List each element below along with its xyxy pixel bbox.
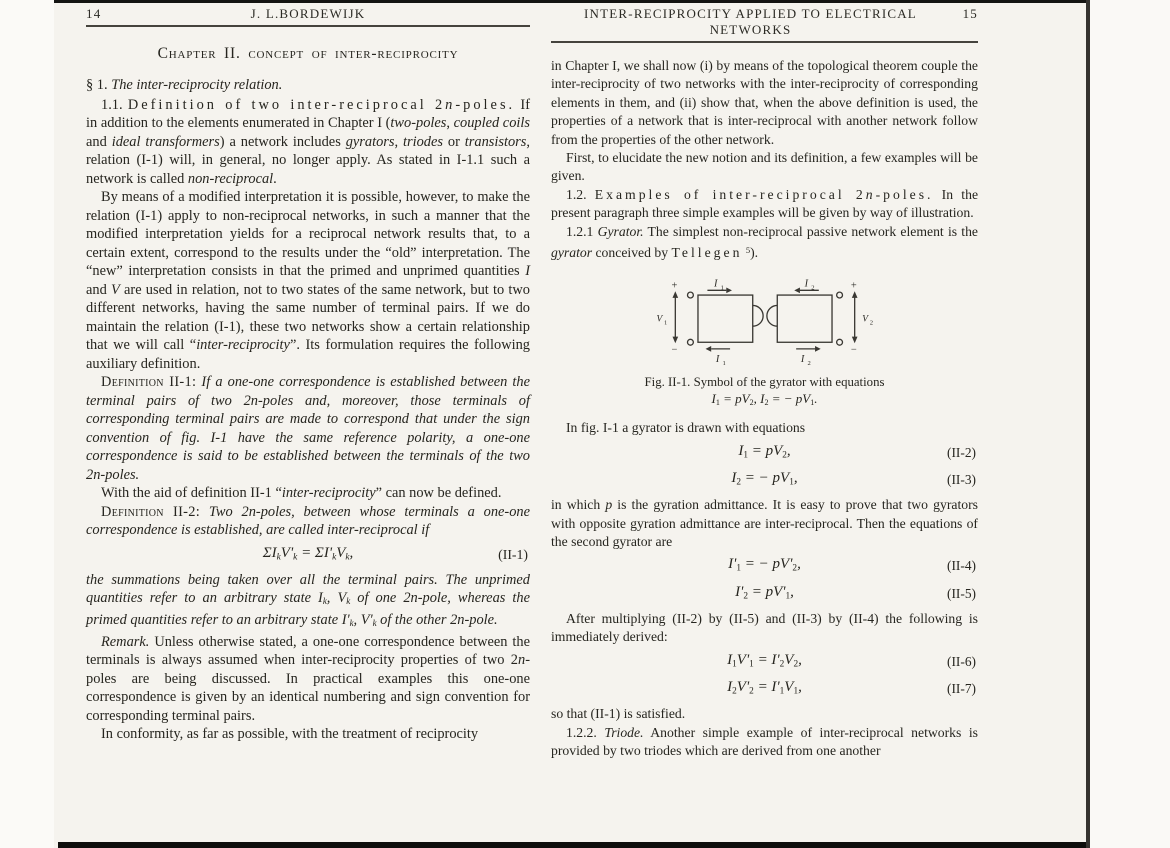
arrowhead-up [672, 291, 678, 298]
polarity-minus-right: − [850, 344, 857, 356]
equation-ii-7-formula: $I_2V'_2 = I'_1V_1$, [727, 679, 802, 697]
polarity-plus-right: + [850, 280, 857, 292]
gyrator-box-left [697, 295, 752, 342]
figure-caption-line1: Fig. II-1. Symbol of the gyrator with equations [644, 375, 885, 390]
arrowhead-right [815, 346, 821, 352]
equation-ii-4-row [551, 553, 978, 608]
voltage-label-v2: V [861, 314, 868, 325]
current-label-i2-top: I [804, 278, 808, 290]
terminal-circle-top-right [836, 292, 842, 298]
current-label-i2-top-sub: 2 [810, 284, 815, 292]
equation-ii-5 [551, 581, 978, 608]
left-running-head [86, 6, 530, 27]
scan-top-edge [54, 0, 1090, 3]
paragraph-in-fig: In fig. I-1 a gyrator is drawn with equations [566, 420, 806, 436]
voltage-label-v1-sub: 1 [663, 319, 667, 327]
gyrator-symbol-diagram [647, 276, 883, 367]
definition-ii-1: Definition II-1: If a one-one correspondence is established between the terminal pairs of two 2n-poles and, moreover, those terminals of corresponding terminal pairs are made to correspond that under the sign convention of fig. I-1 have the same reference polarity, a one-one correspondence is said to be established between the terminals of the two 2n-poles. [86, 374, 530, 483]
paragraph-in-which: in which p is the gyration admittance. It is easy to prove that two gyrators with opposite gyration admittance are inter-reciprocal. Then the equations of the second gyrator are [551, 497, 978, 549]
equation-ii-3-formula: $I_2$ = − $pV_1$, [731, 469, 798, 488]
paragraph-examples-heading: 1.2. Examples of inter-reciprocal 2n-poles. In the present paragraph three simple examples will be given by way of illustration. [551, 186, 979, 221]
equation-ii-2-label: (II-2) [947, 444, 976, 460]
equation-ii-5-label: (II-5) [947, 585, 976, 601]
paragraph-definition-intro: 1.1. Definition of two inter-reciprocal 2n-poles. If in addition to the elements enumerated in Chapter I (two-poles, coupled coils and ideal transformers) a network includes gyrators, triodes or transistors, relation (I-1) will, in general, no longer apply. As stated in I-1.1 such a network is called non-reciprocal. [86, 96, 530, 187]
equation-ii-2-row [551, 440, 978, 495]
right-running-title: INTER-RECIPROCITY APPLIED TO ELECTRICAL NETWORKS [584, 6, 917, 37]
left-running-title: J. L.BORDEWIJK [250, 6, 366, 21]
voltage-label-v1: V [655, 314, 662, 325]
gyrator-box-right [777, 295, 832, 342]
current-label-i2-bottom: I [800, 353, 804, 365]
gyrator-figure [551, 276, 978, 411]
gyrator-bump-right [766, 305, 776, 326]
terminal-circle-bottom-right [836, 339, 842, 345]
section-heading: § 1. The inter-reciprocity relation. [86, 77, 283, 93]
scan-left-margin [0, 0, 54, 848]
equation-ii-1-formula: $\Sigma I_kV'_k = \Sigma I'_kV_k$, [262, 544, 354, 562]
right-page-number: 15 [962, 6, 978, 21]
arrowhead-right [726, 287, 732, 293]
equation-ii-2-formula: $I_1 = pV_2$, [738, 442, 791, 460]
paragraph-modified-interpretation: By means of a modified interpretation it is possible, however, to make the relation (I-1) apply to non-reciprocal networks, in such a manner that the modified interpretation yields for a reciprocal network results that, to a certain extent, correspond to the results under the “old” interpretation. The “new” interpretation consists in that the primed and unprimed quantities I and V are used in relation, not to two states of the same network, but to two different networks, having the same number of terminal pairs. If we do maintain the relation (I-1), these two networks show a certain relationship that we will call “inter-reciprocity”. Its formulation requires the following auxiliary definition. [86, 189, 530, 372]
arrowhead-left [794, 287, 800, 293]
left-page [86, 6, 530, 744]
right-running-head [551, 6, 978, 43]
paragraph-after-multiplying: After multiplying (II-2) by (II-5) and (II-3) by (II-4) the following is immediately derived: [551, 610, 978, 645]
equation-ii-6-row [551, 649, 978, 704]
equation-ii-3 [551, 467, 978, 494]
left-page-number: 14 [86, 6, 102, 21]
equation-ii-7-label: (II-7) [947, 681, 976, 697]
paragraph-triode-intro: 1.2.2. Triode. Another simple example of inter-reciprocal networks is provided by two triodes which are derived from one another [551, 724, 979, 759]
equation-ii-1-row [86, 542, 530, 569]
definition-ii-2: Definition II-2: Two 2n-poles, between whose terminals a one-one correspondence is established, are called inter-reciprocal if [86, 503, 530, 538]
arrowhead-down [851, 336, 857, 343]
paragraph-summations: the summations being taken over all the terminal pairs. The unprimed quantities refer to an arbitrary state $I_k$, $V_k$ of one 2n-pole, whereas the primed quantities refer to an arbitrary state $I'_k$, $V'_k$ of the other 2n-pole. [86, 571, 530, 629]
terminal-circle-bottom-left [687, 339, 693, 345]
equation-ii-1-label: (II-1) [498, 546, 528, 562]
paragraph-gyrator-intro: 1.2.1 Gyrator. The simplest non-reciprocal passive network element is the gyrator conceived by Tellegen $^5$). [551, 223, 978, 261]
equation-ii-2 [551, 440, 978, 467]
gyrator-bump-left [752, 305, 762, 326]
polarity-minus-left: − [671, 344, 677, 356]
polarity-plus-left: + [671, 280, 677, 292]
equation-ii-5-formula: $I'_2 = pV'_1$, [735, 583, 794, 601]
figure-caption [551, 374, 978, 411]
arrowhead-up [851, 291, 857, 298]
right-page-body [551, 57, 978, 761]
current-label-i1-bottom: I [715, 353, 719, 365]
right-page [551, 6, 978, 761]
chapter-heading: Chapter II. concept of inter-reciprocity [157, 45, 459, 62]
underlying-page-edge [1090, 0, 1170, 848]
figure-caption-line2: $I_1 = pV_2$, $I_2$ = − $pV_1$. [711, 390, 818, 407]
equation-ii-6 [551, 649, 978, 676]
equation-ii-4-formula: $I'_1$ = − $pV'_2$, [728, 556, 801, 574]
paragraph-remark: Remark. Unless otherwise stated, a one-one correspondence between the terminals is always assumed when inter-reciprocity properties of two 2n-poles are being discussed. In practical examples this one-one correspondence is given by an identical numbering and sign convention for corresponding terminal pairs. [86, 633, 530, 724]
equation-ii-6-label: (II-6) [947, 653, 976, 669]
current-label-i1-bottom-sub: 1 [722, 359, 726, 367]
equation-ii-6-formula: $I_1V'_1 = I'_2V_2$, [727, 651, 802, 670]
left-page-body [86, 76, 530, 744]
arrowhead-down [672, 336, 678, 343]
equation-ii-7 [551, 676, 978, 703]
current-label-i2-bottom-sub: 2 [806, 359, 811, 367]
paragraph-continuation: in Chapter I, we shall now (i) by means of the topological theorem couple the inter-reciprocity of two networks with the inter-reciprocity of corresponding elements in them, and (ii) show that, when the above definition is used, the properties of a network that is inter-reciprocal with another network follow from the properties of the other network. [551, 58, 978, 147]
paragraph-so-that: so that (II-1) is satisfied. [551, 706, 686, 722]
scan-bottom-edge [58, 842, 1090, 848]
paragraph-first-examples: First, to elucidate the new notion and its definition, a few examples will be given. [551, 150, 978, 184]
current-label-i1-top-sub: 1 [720, 284, 724, 292]
current-label-i1-top: I [713, 278, 717, 290]
equation-ii-4 [551, 553, 978, 580]
arrowhead-left [705, 346, 711, 352]
equation-ii-4-label: (II-4) [947, 558, 976, 574]
paragraph-conformity: In conformity, as far as possible, with the treatment of reciprocity [101, 726, 479, 743]
terminal-circle-top-left [687, 292, 693, 298]
equation-ii-3-label: (II-3) [947, 471, 976, 487]
paragraph-with-aid: With the aid of definition II-1 “inter-reciprocity” can now be defined. [101, 485, 502, 501]
equation-ii-1 [86, 542, 530, 569]
voltage-label-v2-sub: 2 [869, 319, 873, 327]
